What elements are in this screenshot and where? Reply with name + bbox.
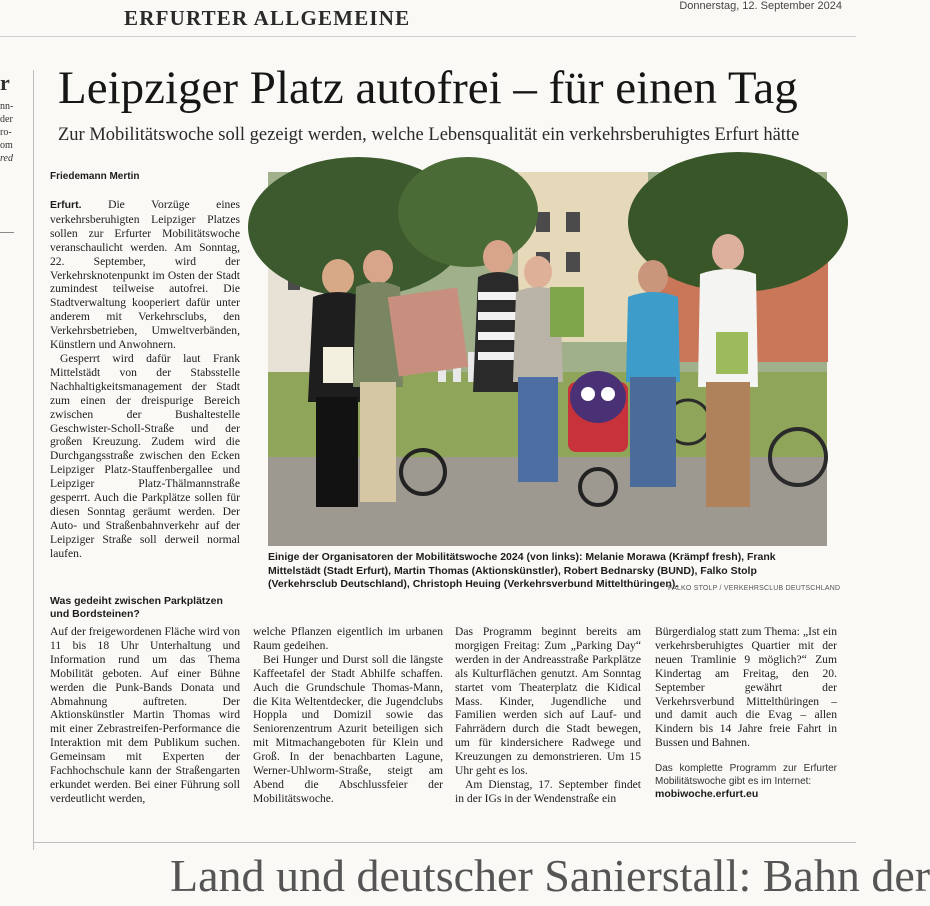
intro-text: Die Vorzüge eines verkehrsberuhigten Leipziger Platzes sollen zur Erfurter Mobilitätswoche veranschaulicht werden. Am Sonntag, 22. September, wird der Verkehrsknotenpunkt im Osten der Stadt zumindest teilweise autofrei. Die Stadtverwaltung kooperiert dafür unter anderem mit Verkehrsclubs, den Verkehrsbetrieben, Umweltverbänden, Künstlern und Anwohnern. [50,198,240,352]
masthead: ERFURTER ALLGEMEINE [124,6,411,30]
dateline-word: Erfurt. [50,199,82,211]
body-paragraph: Bei Hunger und Durst soll die längste Kaffeetafel der Stadt Abhilfe schaffen. Auch die Grundschule Thomas-Mann, die Kita Weltentdecker, die Jugendclubs Hoppla und Domizil sowie das Seniorenzentrum Azurit beteiligen sich mit Mitmachangeboten für Klein und Groß. In der benachbarten Lagune, Werner-Uhlworm-Straße, steigt am Abend die Abschlussfeier der Mobilitätswoche. [253,652,443,805]
body-paragraph: Bürgerdialog statt zum Thema: „Ist ein verkehrsberuhigtes Quartier mit der neuen Tramlinie 9 möglich?“ Zum Kindertag am Freitag, den 20. September gewährt der Verkehrsverbund Mittelthüringen – und damit auch die Evag – allen Kindern bis 14 Jahre freie Fahrt in Bussen und Bahnen. [655,625,837,750]
article-subheadline: Zur Mobilitätswoche soll gezeigt werden, welche Lebensqualität ein verkehrsberuhigtes Erfurt hätte [58,125,800,145]
body-paragraph: Auf der freigewordenen Fläche wird von 11 bis 18 Uhr Unterhaltung und Information rund um das Thema Mobilität geboten. Auf einer Bühne werden die Punk-Bands Donata und Abmahnung auftreten. Der Aktionskünstler Martin Thomas wird mit einer Zebrastreifen-Performance die Interaktion mit dem Publikum suchen. Gemeinsam mit Experten der Fachhochschule kann der Straßengarten erkundet werden. Bei einer Führung soll verdeutlicht werden, [50,625,240,805]
article-bottom-rule [34,842,856,843]
article-column-4 [655,625,837,801]
column-divider [33,70,34,850]
section-subheading: Was gedeiht zwischen Parkplätzen und Bordsteinen? [50,595,223,620]
article-column-3 [455,625,641,806]
info-note: Das komplette Programm zur Erfurter Mobilitätswoche gibt es im Internet: [655,763,837,788]
body-paragraph: welche Pflanzen eigentlich im urbanen Raum gedeihen. [253,625,443,652]
neighbor-text-line: der [0,114,13,125]
neighbor-text-line: om [0,140,13,151]
photo-caption: Einige der Organisatoren der Mobilitätswoche 2024 (von links): Melanie Morawa (Krämpf fresh), Frank Mittelstädt (Stadt Erfurt), Martin Thomas (Aktionskünstler), Robert Bednarsky (BUND), Falko Stolp (Verkehrsclub Deutschland), Christoph Heuing (Verkehrsverbund Mittelthüringen). [268,551,776,590]
issue-date: Donnerstag, 12. September 2024 [679,0,842,12]
article-column-1 [50,625,240,806]
body-paragraph: Am Dienstag, 17. September findet in der IGs in der Wendenstraße ein [455,777,641,805]
neighbor-text-line: nn- [0,101,14,112]
next-article-headline: Land und deutscher Sanierstall: Bahn der [170,850,930,901]
body-paragraph: Das Programm beginnt bereits am morgigen Freitag: Zum „Parking Day“ werden in der Andreasstraße Parkplätze als Kulturflächen genutzt. Am Sonntag startet vom Theaterplatz die Kidical Mass. Kinder, Jugendliche und Familien werden sich auf Lauf- und Fahrrädern durch die Stadt bewegen, um für kindersichere Radwege und Kreuzungen zu demonstrieren. Um 15 Uhr geht es los. [455,625,641,778]
program-link[interactable]: mobiwoche.erfurt.eu [655,788,759,801]
photo-illustration [268,172,827,546]
article-intro-column [50,198,240,561]
neighbor-article-fragment [0,70,20,165]
article-column-2 [253,625,443,806]
masthead-rule [0,36,856,37]
neighbor-text-line: red [0,153,13,164]
author-byline: Friedemann Mertin [50,171,140,182]
neighbor-text-line: ro- [0,127,12,138]
intro-paragraph [50,198,240,352]
article-headline: Leipziger Platz autofrei – für einen Tag [58,62,798,114]
body-paragraph: Gesperrt wird dafür laut Frank Mittelstädt von der Stabsstelle Nachhaltigkeitsmanagement der Stadt zum einen der dreispurige Bereich zwischen der Bushaltestelle Geschwister-Scholl-Straße und der großen Kreuzung. Zudem wird die Durchgangsstraße zwischen den Ecken Leipziger Platz-Stauffenbergallee und Leipziger Platz-Thälmannstraße gesperrt. Auch die Parkplätze sollen für diesen Sonntag geräumt werden. Der Auto- und Straßenbahnverkehr auf der Leipziger Straße soll derweil normal laufen. [50,351,240,560]
photo-credit: FALKO STOLP / VERKEHRSCLUB DEUTSCHLAND [668,585,841,592]
neighbor-headline-fragment: r [0,70,10,95]
neighbor-rule [0,232,14,233]
article-photo [268,172,827,546]
